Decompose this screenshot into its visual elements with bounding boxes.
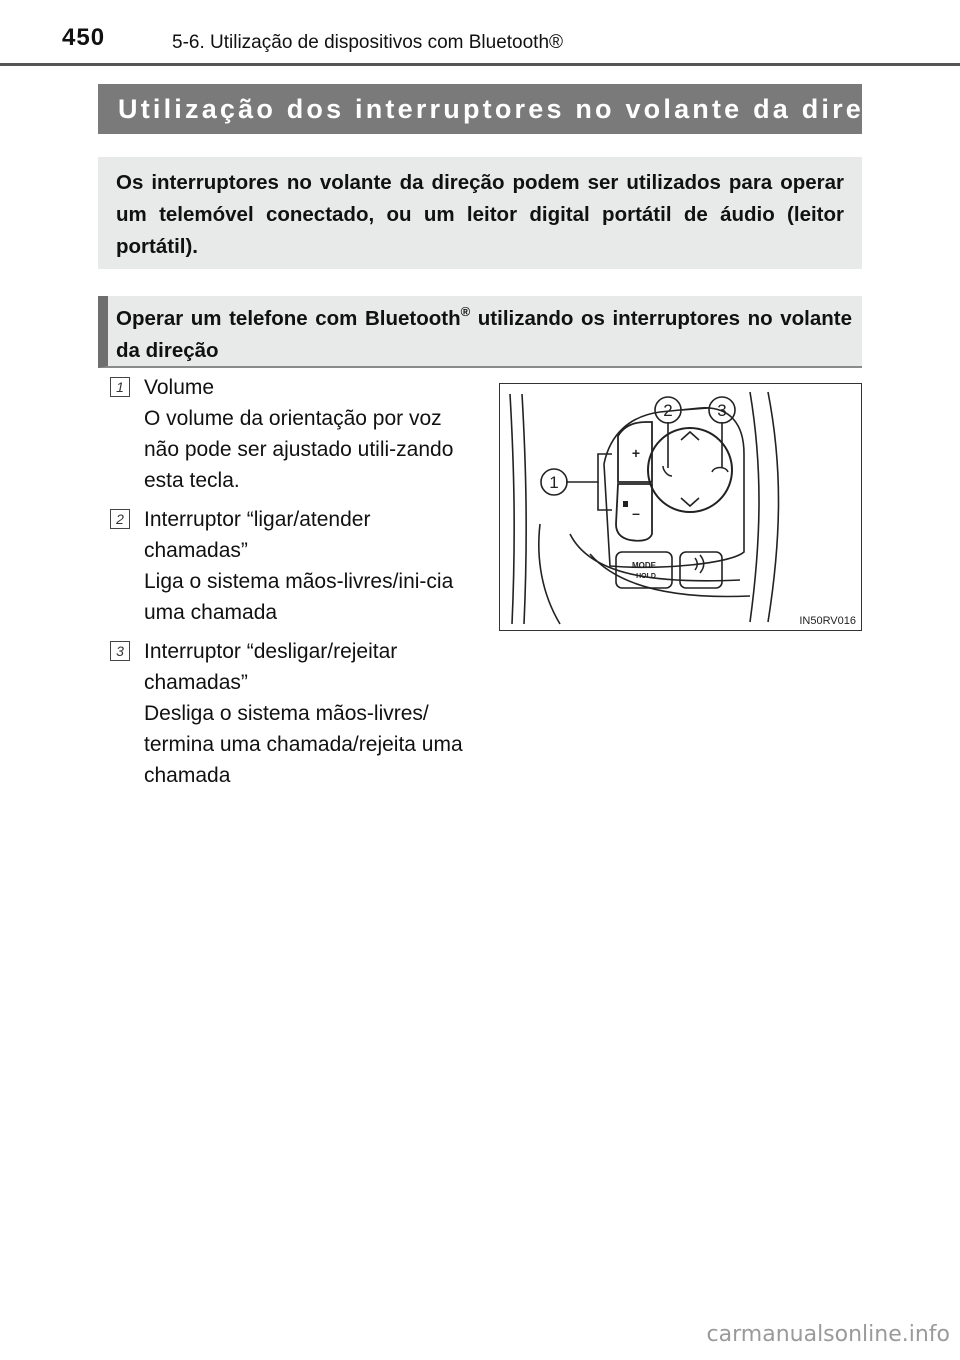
header-rule	[0, 63, 960, 66]
phone-hangup-icon	[712, 468, 728, 473]
callout-label-3: 3	[717, 401, 727, 420]
item-title: Interruptor “ligar/atender chamadas”	[144, 508, 371, 562]
registered-mark: ®	[460, 304, 471, 319]
wheel-rim-line	[750, 392, 759, 622]
steering-switch-figure	[499, 383, 862, 631]
figure-code: IN50RV016	[799, 615, 856, 627]
callout-label-1: 1	[549, 473, 559, 492]
wheel-rim-line	[522, 394, 526, 624]
subheading	[98, 296, 862, 368]
running-head: 5-6. Utilização de dispositivos com Bluetooth®	[172, 32, 564, 53]
chevron-up-icon	[681, 432, 699, 440]
page-number: 450	[62, 24, 106, 51]
item-marker: 2	[110, 509, 130, 529]
telephone-pad	[648, 428, 732, 512]
subheading-text-before: Operar um telefone com Bluetooth	[116, 307, 461, 330]
wheel-spoke-line	[539, 524, 560, 624]
chevron-down-icon	[681, 498, 699, 506]
item-description: Liga o sistema mãos-livres/ini-cia uma chamada	[144, 570, 454, 624]
callout-label-2: 2	[663, 401, 673, 420]
item-title: Volume	[144, 376, 215, 399]
steering-wheel-illustration	[500, 384, 861, 630]
section-title-bar	[98, 84, 921, 134]
watermark-link[interactable]: carmanualsonline.info	[706, 1322, 950, 1347]
minus-label: –	[632, 505, 640, 521]
subheading-text-after: utilizando os interruptores no volante da direção	[116, 307, 852, 362]
item-list	[110, 372, 480, 799]
panel-lower-line	[590, 554, 750, 597]
plus-label: +	[631, 445, 641, 461]
mode-label: MODE	[632, 561, 656, 570]
wheel-rim-line	[768, 392, 779, 622]
hold-label: HOLD	[636, 573, 656, 580]
mode-hold-button	[616, 552, 672, 588]
item-description: Desliga o sistema mãos-livres/ termina uma chamada/rejeita uma chamada	[144, 702, 463, 787]
list-item	[110, 636, 480, 791]
speaker-icon	[623, 501, 628, 507]
list-item	[110, 372, 480, 496]
item-marker: 1	[110, 377, 130, 397]
summary-box: Os interruptores no volante da direção podem ser utilizados para operar um telemóvel conectado, ou um leitor digital portátil de áudio (leitor portátil).	[98, 157, 862, 269]
item-description: O volume da orientação por voz não pode ser ajustado utili-zando esta tecla.	[144, 407, 454, 492]
wheel-rim-line	[510, 394, 514, 624]
item-title: Interruptor “desligar/rejeitar chamadas”	[144, 640, 398, 694]
section-title: Utilização dos interruptores no volante da direção	[118, 93, 921, 124]
item-marker: 3	[110, 641, 130, 661]
callout-connector	[682, 408, 708, 410]
list-item	[110, 504, 480, 628]
